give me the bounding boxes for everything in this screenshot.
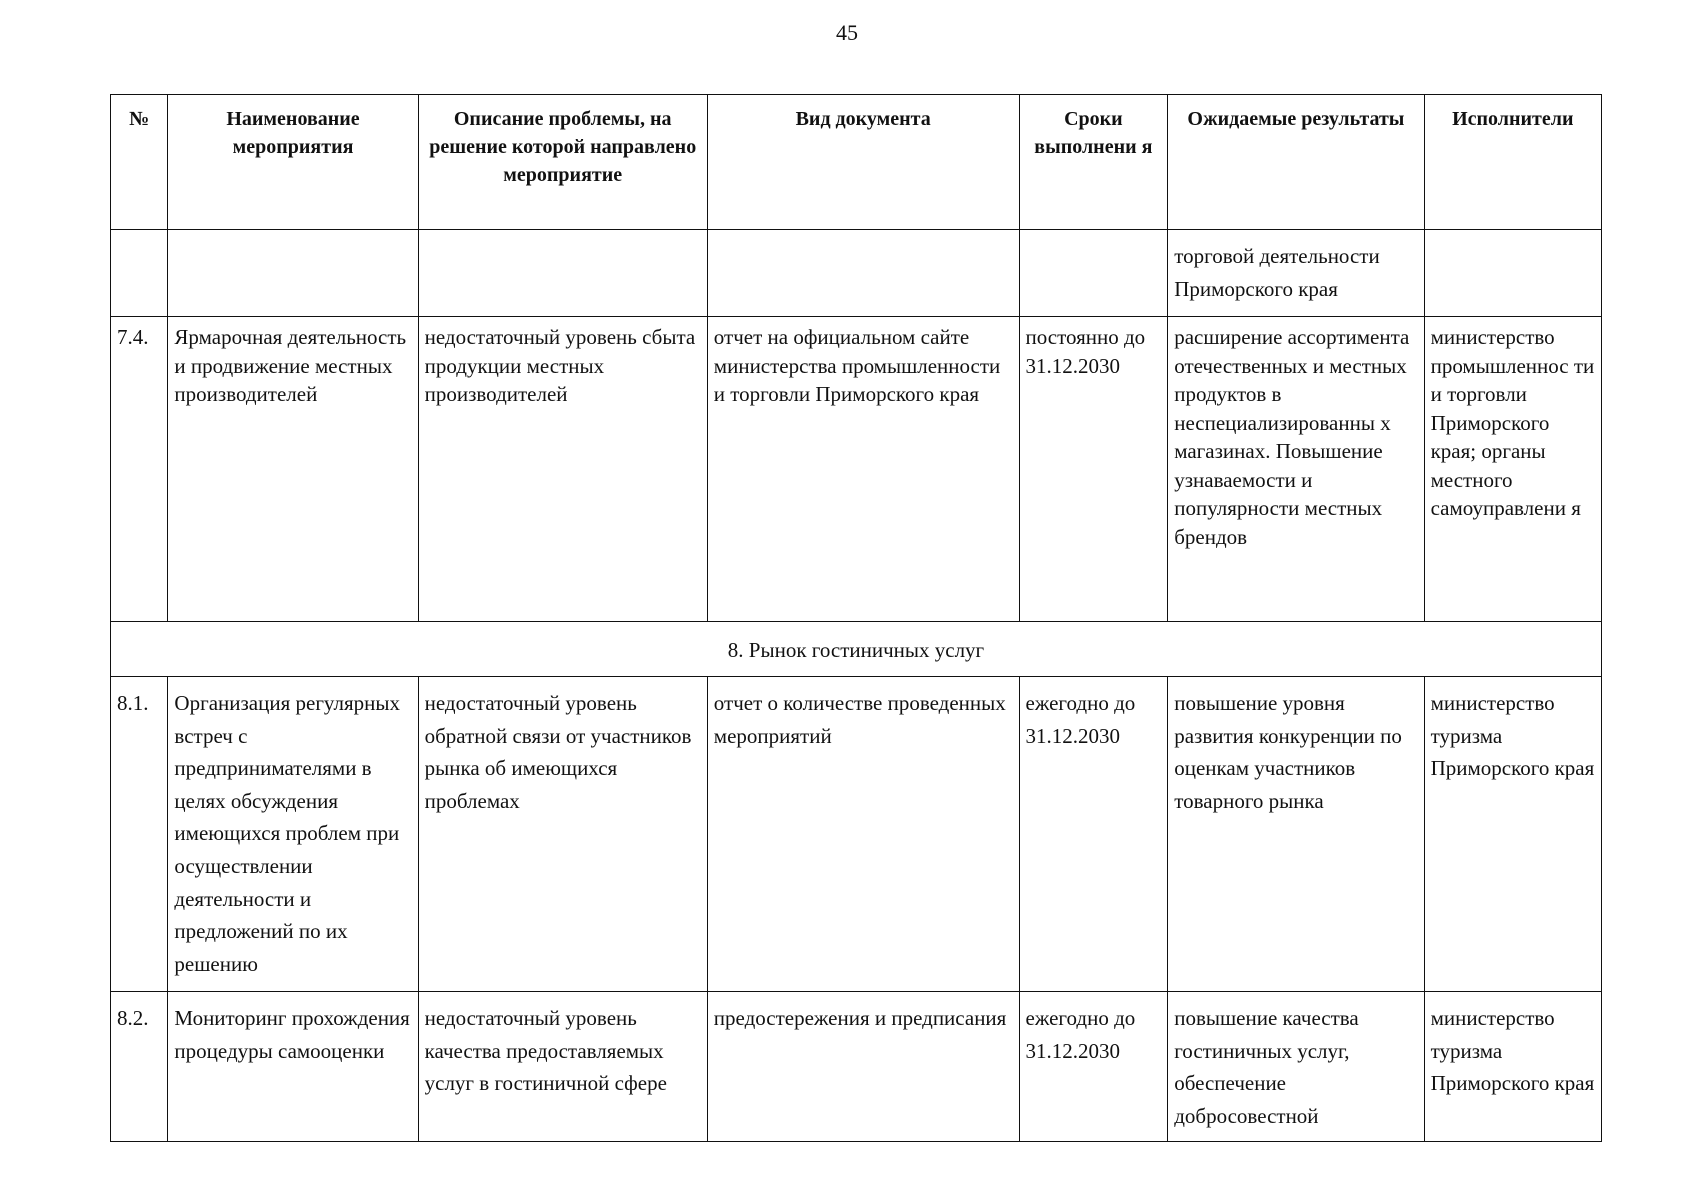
table-row <box>111 992 1602 1142</box>
cell-doc-type: предостережения и предписания <box>707 992 1019 1142</box>
cell-empty <box>111 230 168 317</box>
cell-results: торговой деятельности Приморского края <box>1168 230 1424 317</box>
cell-empty <box>168 230 418 317</box>
header-doc-type: Вид документа <box>707 95 1019 230</box>
cell-problem: недостаточный уровень качества предоставляемых услуг в гостиничной сфере <box>418 992 707 1142</box>
cell-executors: министерство туризма Приморского края <box>1424 992 1601 1142</box>
cell-doc-type: отчет о количестве проведенных мероприятий <box>707 677 1019 992</box>
header-deadline: Сроки выполнени я <box>1019 95 1168 230</box>
cell-empty <box>707 230 1019 317</box>
cell-problem: недостаточный уровень сбыта продукции местных производителей <box>418 317 707 622</box>
header-results: Ожидаемые результаты <box>1168 95 1424 230</box>
cell-executors: министерство туризма Приморского края <box>1424 677 1601 992</box>
cell-executors: министерство промышленнос ти и торговли Приморского края; органы местного самоуправлени я <box>1424 317 1601 622</box>
cell-results: повышение качества гостиничных услуг, обеспечение добросовестной <box>1168 992 1424 1142</box>
cell-name: Организация регулярных встреч с предпринимателями в целях обсуждения имеющихся проблем при осуществлении деятельности и предложений по их решению <box>168 677 418 992</box>
cell-empty <box>1019 230 1168 317</box>
page-number: 45 <box>836 20 858 45</box>
cell-deadline: ежегодно до 31.12.2030 <box>1019 992 1168 1142</box>
cell-empty <box>418 230 707 317</box>
table-row <box>111 317 1602 622</box>
cell-results: расширение ассортимента отечественных и местных продуктов в неспециализированны х магазинах. Повышение узнаваемости и популярности местных брендов <box>1168 317 1424 622</box>
section-title: 8. Рынок гостиничных услуг <box>111 622 1602 677</box>
cell-name: Мониторинг прохождения процедуры самооценки <box>168 992 418 1142</box>
cell-num: 8.1. <box>111 677 168 992</box>
cell-empty <box>1424 230 1601 317</box>
cell-name: Ярмарочная деятельность и продвижение местных производителей <box>168 317 418 622</box>
header-name: Наименование мероприятия <box>168 95 418 230</box>
table-row-continuation <box>111 230 1602 317</box>
header-problem: Описание проблемы, на решение которой направлено мероприятие <box>418 95 707 230</box>
measures-table <box>110 94 1602 1142</box>
cell-problem: недостаточный уровень обратной связи от участников рынка об имеющихся проблемах <box>418 677 707 992</box>
section-row <box>111 622 1602 677</box>
cell-doc-type: отчет на официальном сайте министерства промышленности и торговли Приморского края <box>707 317 1019 622</box>
cell-num: 8.2. <box>111 992 168 1142</box>
cell-deadline: ежегодно до 31.12.2030 <box>1019 677 1168 992</box>
header-executors: Исполнители <box>1424 95 1601 230</box>
header-num: № <box>111 95 168 230</box>
table-row <box>111 677 1602 992</box>
cell-num: 7.4. <box>111 317 168 622</box>
cell-deadline: постоянно до 31.12.2030 <box>1019 317 1168 622</box>
table-header-row <box>111 95 1602 230</box>
cell-results: повышение уровня развития конкуренции по оценкам участников товарного рынка <box>1168 677 1424 992</box>
